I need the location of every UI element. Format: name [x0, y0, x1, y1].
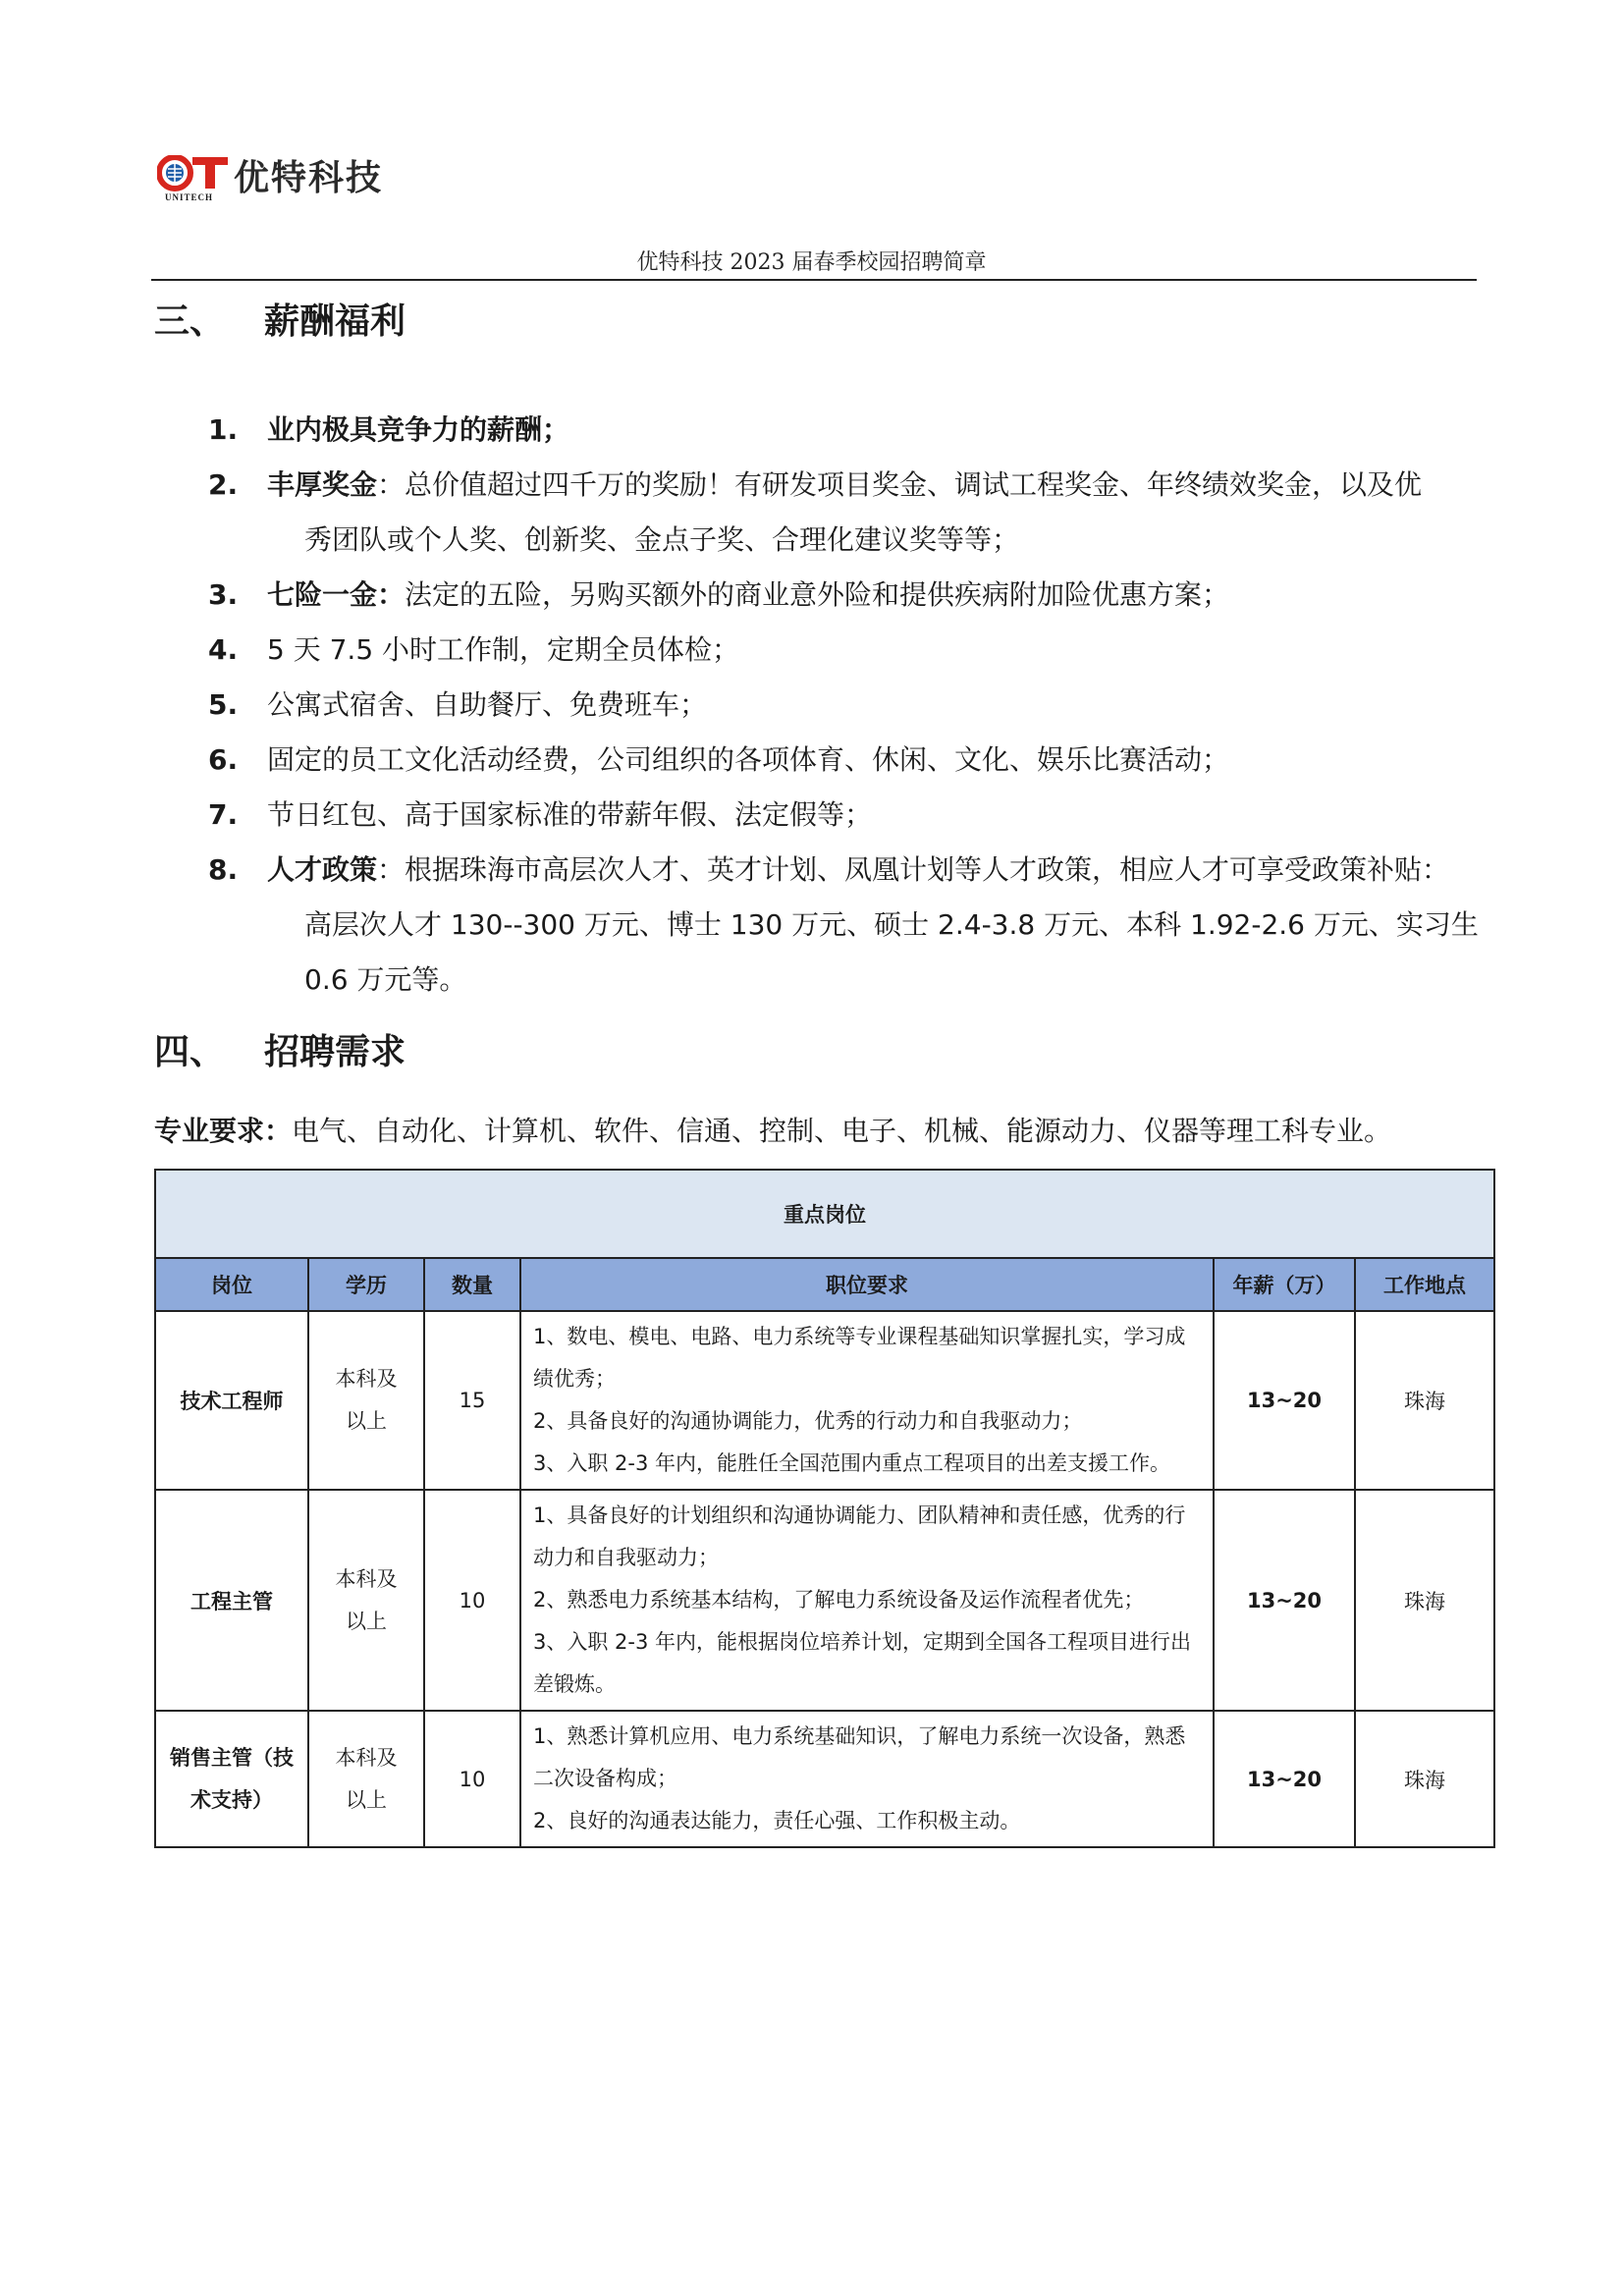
item-lead: 丰厚奖金 [267, 468, 378, 501]
item-number: 5. [208, 688, 239, 721]
requirements-cell [520, 1311, 1214, 1490]
item-text: 节日红包、高于国家标准的带薪年假、法定假等； [267, 798, 873, 831]
column-header: 数量 [424, 1258, 520, 1311]
education-cell [308, 1490, 424, 1711]
header-divider [151, 279, 1477, 281]
section-3-title: 薪酬福利 [264, 301, 406, 342]
requirement-line: 1、数电、模电、电路、电力系统等专业课程基础知识掌握扎实，学习成绩优秀； [533, 1325, 1186, 1391]
item-text: ：总价值超过四千万的奖励！有研发项目奖金、调试工程奖金、年终绩效奖金，以及优 [377, 468, 1423, 501]
item-text: 公寓式宿舍、自助餐厅、免费班车； [267, 688, 708, 721]
table-row [155, 1490, 1494, 1711]
list-item [208, 678, 1485, 733]
requirement-line: 1、熟悉计算机应用、电力系统基础知识，了解电力系统一次设备，熟悉二次设备构成； [533, 1724, 1186, 1790]
company-logo [157, 155, 412, 202]
major-requirements [154, 1108, 1391, 1155]
item-continuation: 秀团队或个人奖、创新奖、金点子奖、合理化建议奖等等； [304, 523, 1020, 556]
column-header: 学历 [308, 1258, 424, 1311]
item-text: 5 天 7.5 小时工作制，定期全员体检； [267, 633, 740, 666]
item-lead: 人才政策 [267, 853, 378, 886]
education-text: 本科及以上 [335, 1367, 398, 1433]
position-text: 销售主管（技术支持） [170, 1745, 294, 1812]
list-item [208, 788, 1485, 843]
item-continuation: 高层次人才 130--300 万元、博士 130 万元、硕士 2.4-3.8 万元、本科 1.92-2.6 万元、实习生 0.6 万元等。 [304, 908, 1479, 996]
list-item [208, 733, 1485, 788]
list-item [208, 568, 1485, 623]
major-text: 电气、自动化、计算机、软件、信通、控制、电子、机械、能源动力、仪器等理工科专业。 [292, 1115, 1392, 1147]
item-text: ：根据珠海市高层次人才、英才计划、凤凰计划等人才政策，相应人才可享受政策补贴： [377, 853, 1450, 886]
item-lead: 七险一金： [267, 578, 406, 611]
table-caption: 重点岗位 [155, 1170, 1494, 1258]
item-number: 7. [208, 798, 239, 831]
education-text: 本科及以上 [335, 1745, 398, 1812]
position-cell: 技术工程师 [155, 1311, 308, 1490]
requirements-cell [520, 1711, 1214, 1847]
item-text: 固定的员工文化活动经费，公司组织的各项体育、休闲、文化、娱乐比赛活动； [267, 743, 1230, 776]
requirement-line: 2、良好的沟通表达能力，责任心强、工作积极主动。 [533, 1809, 1021, 1832]
benefits-list [208, 403, 1485, 1008]
requirement-line: 2、熟悉电力系统基本结构，了解电力系统设备及运作流程者优先； [533, 1588, 1145, 1612]
table-header-row [155, 1258, 1494, 1311]
count-cell: 10 [424, 1711, 520, 1847]
column-header: 职位要求 [520, 1258, 1214, 1311]
logo-subtitle: UNITECH [165, 192, 214, 202]
major-label: 专业要求： [154, 1115, 293, 1147]
section-3-heading [154, 301, 406, 344]
section-3-number: 三、 [154, 301, 226, 342]
salary-cell: 13~20 [1214, 1490, 1355, 1711]
column-header: 岗位 [155, 1258, 308, 1311]
requirement-line: 1、具备良好的计划组织和沟通协调能力、团队精神和责任感，优秀的行动力和自我驱动力； [533, 1503, 1186, 1569]
location-cell: 珠海 [1355, 1311, 1494, 1490]
table-row [155, 1711, 1494, 1847]
section-4-number: 四、 [154, 1032, 226, 1072]
column-header: 年薪（万） [1214, 1258, 1355, 1311]
item-number: 3. [208, 578, 239, 611]
item-lead: 业内极具竞争力的薪酬； [267, 413, 570, 446]
table-row [155, 1311, 1494, 1490]
item-number: 6. [208, 743, 239, 776]
requirement-line: 2、具备良好的沟通协调能力，优秀的行动力和自我驱动力； [533, 1409, 1083, 1433]
education-text: 本科及以上 [335, 1566, 398, 1633]
item-number: 4. [208, 633, 239, 666]
count-cell: 15 [424, 1311, 520, 1490]
list-item [208, 458, 1485, 568]
item-number: 2. [208, 468, 239, 501]
location-cell: 珠海 [1355, 1490, 1494, 1711]
key-positions-table [154, 1169, 1495, 1848]
position-cell: 工程主管 [155, 1490, 308, 1711]
location-cell: 珠海 [1355, 1711, 1494, 1847]
education-cell [308, 1711, 424, 1847]
education-cell [308, 1311, 424, 1490]
item-text: 法定的五险，另购买额外的商业意外险和提供疾病附加险优惠方案； [405, 578, 1230, 611]
column-header: 工作地点 [1355, 1258, 1494, 1311]
salary-cell: 13~20 [1214, 1711, 1355, 1847]
count-cell: 10 [424, 1490, 520, 1711]
item-number: 1. [208, 413, 239, 446]
list-item [208, 623, 1485, 678]
requirements-cell [520, 1490, 1214, 1711]
requirement-line: 3、入职 2-3 年内，能胜任全国范围内重点工程项目的出差支援工作。 [533, 1451, 1171, 1475]
item-number: 8. [208, 853, 239, 886]
requirement-line: 3、入职 2-3 年内，能根据岗位培养计划，定期到全国各工程项目进行出差锻炼。 [533, 1630, 1192, 1696]
section-4-heading [154, 1031, 406, 1074]
position-cell [155, 1711, 308, 1847]
section-4-title: 招聘需求 [264, 1032, 406, 1072]
list-item [208, 843, 1485, 1008]
list-item [208, 403, 1485, 458]
page-header-title: 优特科技 2023 届春季校园招聘简章 [636, 250, 987, 275]
salary-cell: 13~20 [1214, 1311, 1355, 1490]
logo-company-name: 优特科技 [234, 158, 384, 198]
